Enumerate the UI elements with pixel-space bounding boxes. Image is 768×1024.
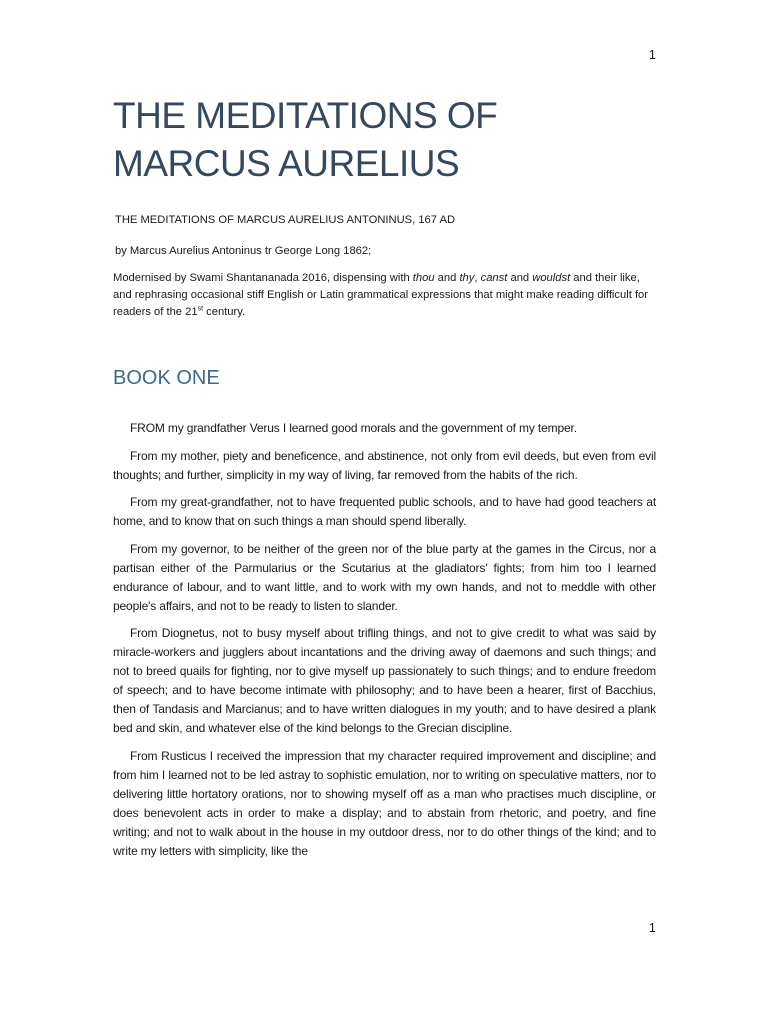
paragraph: From my mother, piety and beneficence, and abstinence, not only from evil deeds, but even from evil thoughts; and further, simplicity in my way of living, far removed from the habits of the rich. [113, 448, 656, 482]
note-text-1: Modernised by Swami Shantananada 2016, dispensing with [113, 272, 413, 284]
document-title [113, 92, 656, 188]
paragraph: FROM my grandfather Verus I learned good morals and the government of my temper. [130, 421, 577, 435]
paragraph: From my great-grandfather, not to have frequented public schools, and to have had good teachers at home, and to know that on such things a man should spend liberally. [113, 495, 656, 528]
note-text-5: and their like, and rephrasing occasional stiff English or Latin grammatical expressions that might make reading difficult for readers of the 21 [113, 272, 648, 318]
note-superscript: st [197, 305, 204, 313]
note-word-thy: thy [459, 272, 475, 284]
paragraph: From my governor, to be neither of the green nor of the blue party at the games in the Circus, nor a partisan either of the Parmularius or the Scutarius at the gladiators' fights; from him too I learned endurance of labour, and to want little, and to work with my own hands, and not to meddle with other people's affairs, and not to be ready to listen to slander. [113, 541, 656, 613]
title-line-2: MARCUS AURELIUS [113, 143, 460, 184]
note-word-canst: canst [480, 272, 508, 284]
note-text-4: and [507, 272, 533, 284]
note-word-thou: thou [412, 272, 435, 284]
note-text-3: , [474, 272, 481, 284]
note-text-6: century. [203, 306, 246, 318]
document-subtitle: THE MEDITATIONS OF MARCUS AURELIUS ANTONINUS, 167 AD [115, 214, 456, 226]
note-word-wouldst: wouldst [532, 272, 571, 284]
paragraph: From Rusticus I received the impression that my character required improvement and discipline; and from him I learned not to be led astray to sophistic emulation, nor to writing on speculative matters, nor to delivering little hortatory orations, nor to showing myself off as a man who practises much discipline, or does benevolent acts in order to make a display; and to abstain from rhetoric, and poetry, and fine writing; and not to walk about in the house in my outdoor dress, nor to do other things of the kind; and to write my letters with simplicity, like the [113, 748, 656, 858]
page-number-bottom: 1 [648, 920, 656, 935]
note-text-2: and [434, 272, 460, 284]
book-body [113, 419, 656, 861]
title-line-1: THE MEDITATIONS OF [113, 95, 498, 136]
translator-byline: by Marcus Aurelius Antoninus tr George Long 1862; [115, 245, 372, 257]
paragraph: From Diognetus, not to busy myself about trifling things, and not to give credit to what was said by miracle-workers and jugglers about incantations and the driving away of daemons and such things; and not to breed quails for fighting, nor to give myself up passionately to such things; and to endure freedom of speech; and to have become intimate with philosophy; and to have been a hearer, first of Bacchius, then of Tandasis and Marcianus; and to have written dialogues in my youth; and to have desired a plank bed and skin, and whatever else of the kind belongs to the Grecian discipline. [113, 626, 656, 735]
modernisation-note [113, 270, 656, 321]
book-heading: BOOK ONE [113, 367, 220, 389]
page-number-top: 1 [648, 47, 656, 62]
document-content [113, 92, 656, 869]
